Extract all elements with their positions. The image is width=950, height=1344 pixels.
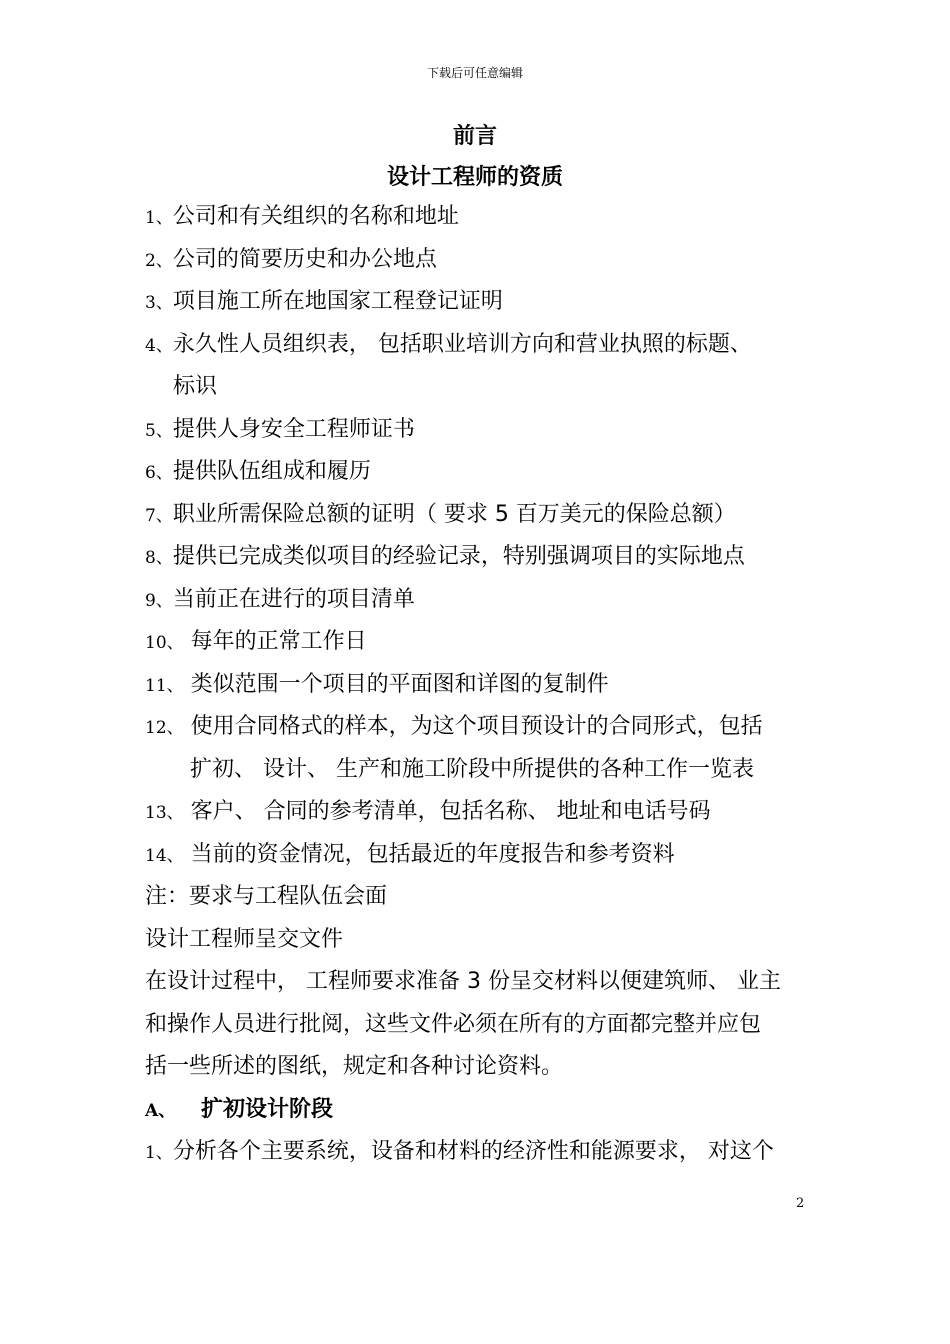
phase-heading: [145, 1095, 333, 1126]
document-subtitle: 设计工程师的资质: [386, 165, 563, 190]
list-item: [145, 287, 503, 318]
item-number: 6、: [145, 463, 173, 483]
item-text: 永久性人员组织表， 包括职业培训方向和营业执照的标题、: [172, 332, 752, 357]
list-item-continuation: [173, 372, 217, 402]
list-item: [145, 542, 745, 573]
page-header: 下载后可任意编辑: [426, 66, 523, 80]
document-title: 前言: [452, 124, 497, 149]
phase-text: 扩初设计阶段: [201, 1097, 334, 1122]
item-number: 13、: [145, 803, 184, 823]
item-text: 标识: [173, 374, 218, 399]
item-text: 项目施工所在地国家工程登记证明: [172, 289, 503, 314]
item-text: 扩初、 设计、 生产和施工阶段中所提供的各种工作一览表: [190, 757, 754, 782]
item-text: 使用合同格式的样本，为这个项目预设计的合同形式，包括: [183, 714, 763, 739]
list-item: [145, 797, 711, 828]
item-text: 客户、 合同的参考清单，包括名称、 地址和电话号码: [183, 799, 711, 824]
phase-label: A、: [145, 1101, 176, 1121]
list-item: [145, 457, 371, 488]
list-item: [145, 415, 415, 446]
item-text: 公司和有关组织的名称和地址: [172, 204, 459, 229]
item-text: 分析各个主要系统，设备和材料的经济性和能源要求， 对这个: [172, 1139, 774, 1164]
list-item: [145, 840, 675, 871]
item-number: 2、: [145, 251, 173, 271]
item-number: 3、: [145, 293, 173, 313]
item-text: 每年的正常工作日: [183, 629, 367, 654]
list-item: [145, 670, 609, 701]
note-text: 注：要求与工程队伍会面: [145, 884, 388, 909]
list-item: [145, 585, 415, 616]
item-number: 5、: [145, 421, 173, 441]
paragraph-line: 括一些所述的图纸，规定和各种讨论资料。: [145, 1054, 564, 1079]
list-item: [145, 330, 752, 361]
list-item: [145, 245, 437, 276]
list-item-continuation: [190, 755, 754, 785]
item-number: 10、: [145, 633, 184, 653]
item-number: 11、: [145, 676, 184, 696]
item-number: 4、: [145, 336, 173, 356]
item-text: 提供人身安全工程师证书: [172, 417, 415, 442]
item-number: 9、: [145, 591, 173, 611]
section-title: 设计工程师呈交文件: [145, 927, 344, 952]
list-item: [145, 1137, 774, 1168]
item-number: 8、: [145, 548, 173, 568]
item-number: 12、: [145, 718, 184, 738]
item-number: 1、: [145, 208, 173, 228]
item-text: 当前的资金情况，包括最近的年度报告和参考资料: [183, 842, 675, 867]
item-text: 公司的简要历史和办公地点: [172, 247, 437, 272]
item-number: 7、: [145, 506, 173, 526]
paragraph-line: 和操作人员进行批阅，这些文件必须在所有的方面都完整并应包: [145, 1012, 762, 1037]
item-text: 当前正在进行的项目清单: [172, 587, 415, 612]
item-text: 职业所需保险总额的证明（ 要求 5 百万美元的保险总额）: [172, 502, 736, 527]
item-text: 提供已完成类似项目的经验记录，特别强调项目的实际地点: [172, 544, 745, 569]
item-text: 提供队伍组成和履历: [172, 459, 371, 484]
item-number: 14、: [145, 846, 184, 866]
item-number: 1、: [145, 1143, 173, 1163]
list-item: [145, 202, 459, 233]
page-number: 2: [796, 1196, 805, 1211]
list-item: [145, 627, 367, 658]
list-item: [145, 500, 736, 531]
list-item: [145, 712, 763, 743]
paragraph-line: 在设计过程中， 工程师要求准备 3 份呈交材料以便建筑师、 业主: [145, 969, 781, 994]
item-text: 类似范围一个项目的平面图和详图的复制件: [183, 672, 609, 697]
